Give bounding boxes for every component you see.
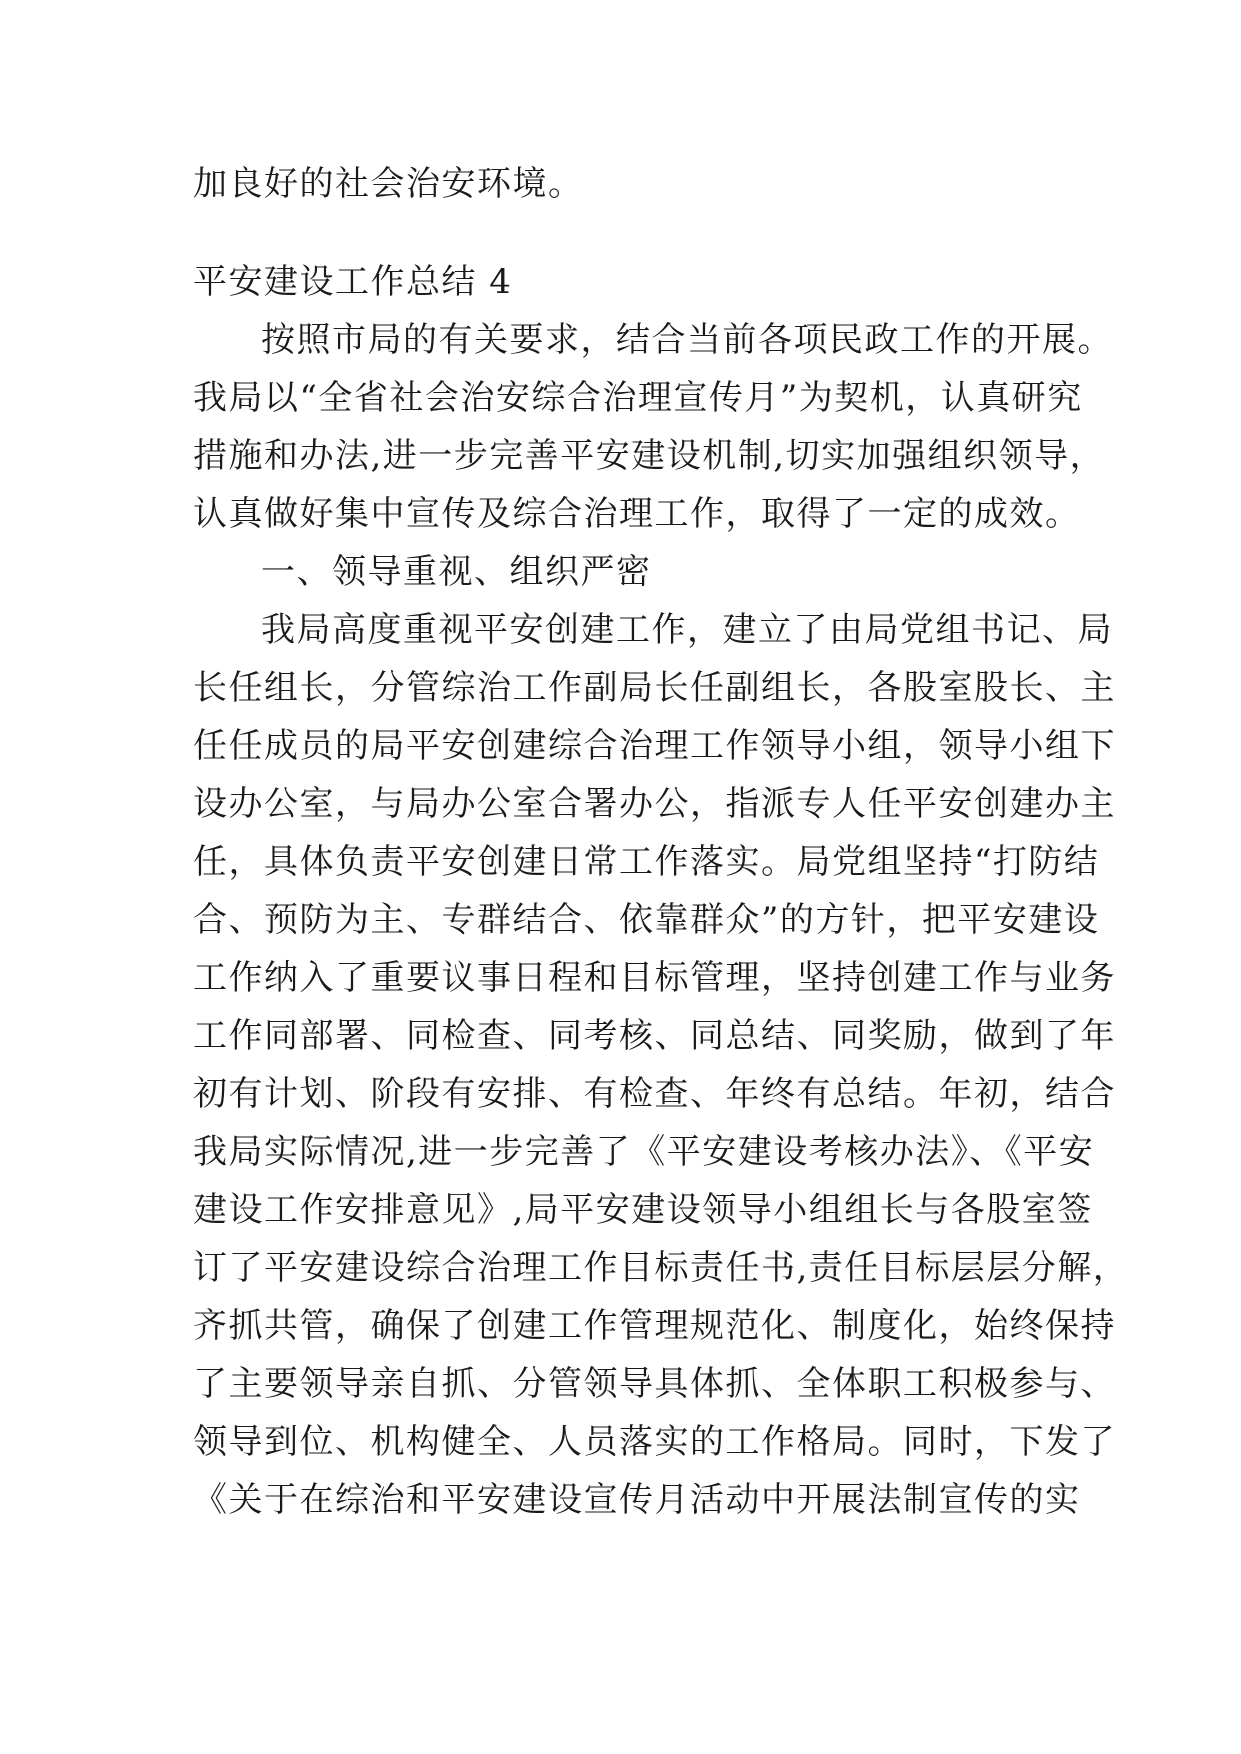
section-heading: 平安建设工作总结 4: [193, 262, 513, 302]
document-body: [193, 155, 1129, 1529]
text-line: 初有计划、阶段有安排、有检查、年终有总结。年初，结合: [193, 1074, 1116, 1114]
text-line: 合、预防为主、专群结合、依靠群众”的方针，把平安建设: [193, 900, 1100, 940]
text-line: 任任成员的局平安创建综合治理工作领导小组，领导小组下: [193, 726, 1116, 766]
text-line: 了主要领导亲自抓、分管领导具体抓、全体职工积极参与、: [193, 1364, 1116, 1404]
text-line: 设办公室，与局办公室合署办公，指派专人任平安创建办主: [193, 784, 1116, 824]
text-line: 长任组长，分管综治工作副局长任副组长，各股室股长、主: [193, 668, 1116, 708]
text-line: 我局以“全省社会治安综合治理宣传月”为契机，认真研究: [193, 378, 1083, 418]
text-line: 任，具体负责平安创建日常工作落实。局党组坚持“打防结: [193, 842, 1100, 882]
paragraph: [193, 543, 1055, 601]
text-line: 订了平安建设综合治理工作目标责任书,责任目标层层分解，: [193, 1248, 1129, 1288]
text-line: 认真做好集中宣传及综合治理工作，取得了一定的成效。: [193, 494, 1081, 534]
text-line: 我局实际情况,进一步完善了《平安建设考核办法》、《平安: [193, 1132, 1095, 1172]
text-line: 《关于在综治和平安建设宣传月活动中开展法制宣传的实: [193, 1480, 1081, 1520]
paragraphs: [193, 311, 1129, 1529]
text-line: 一、领导重视、组织严密: [261, 552, 652, 592]
text-line: 领导到位、机构健全、人员落实的工作格局。同时，下发了: [193, 1422, 1116, 1462]
text-line: 建设工作安排意见》,局平安建设领导小组组长与各股室签: [193, 1190, 1093, 1230]
paragraph: [193, 601, 1129, 1529]
text-line: 我局高度重视平安创建工作，建立了由局党组书记、局: [261, 610, 1113, 650]
text-line: 齐抓共管，确保了创建工作管理规范化、制度化，始终保持: [193, 1306, 1116, 1346]
text-line: 措施和办法,进一步完善平安建设机制,切实加强组织领导，: [193, 436, 1106, 476]
paragraph: [193, 311, 1113, 543]
section-gap: [193, 213, 1055, 253]
text-line: 按照市局的有关要求，结合当前各项民政工作的开展。: [261, 320, 1113, 360]
text-line: 工作同部署、同检查、同考核、同总结、同奖励，做到了年: [193, 1016, 1116, 1056]
previous-section-tail: 加良好的社会治安环境。: [193, 164, 584, 204]
text-line: 工作纳入了重要议事日程和目标管理，坚持创建工作与业务: [193, 958, 1116, 998]
